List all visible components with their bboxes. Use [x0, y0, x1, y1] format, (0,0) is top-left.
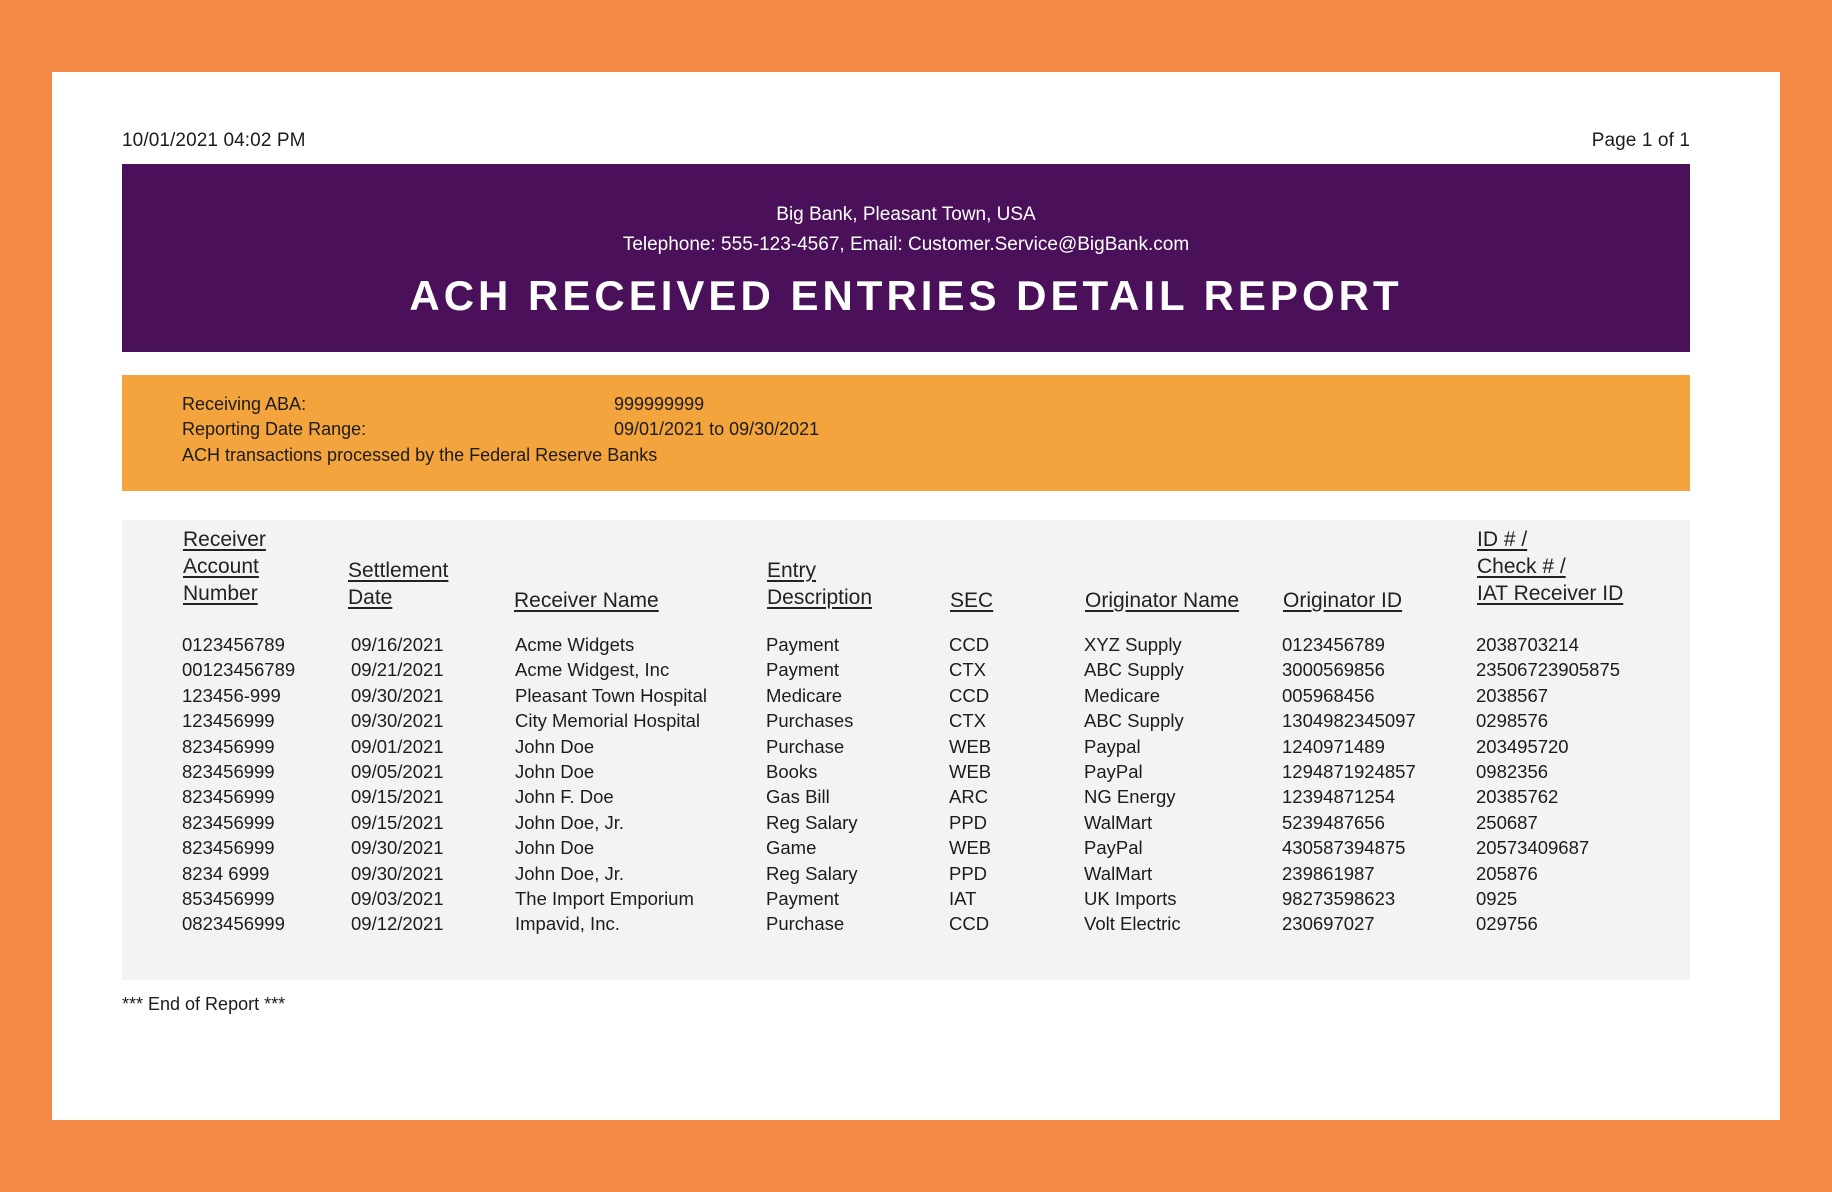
report-page: [52, 72, 1780, 1120]
cell-receiver-account: 123456-999: [182, 684, 281, 706]
cell-receiver-name: Acme Widgets: [515, 634, 635, 655]
cell-originator-id: 005968456: [1282, 684, 1375, 706]
cell-id-check: 23506723905875: [1476, 659, 1621, 681]
cell-receiver-account: 853456999: [182, 887, 275, 909]
cell-entry-description: Gas Bill: [766, 786, 830, 808]
bank-name: Big Bank, Pleasant Town, USA: [776, 204, 1036, 225]
report-banner: [122, 164, 1690, 352]
cell-receiver-name: John Doe, Jr.: [515, 811, 625, 833]
cell-receiver-name: Pleasant Town Hospital: [515, 684, 707, 706]
cell-id-check: 0982356: [1476, 760, 1549, 782]
cell-originator-name: ABC Supply: [1084, 659, 1184, 681]
cell-receiver-name: John Doe: [515, 735, 595, 757]
end-of-report: *** End of Report ***: [122, 994, 286, 1014]
cell-receiver-name: Acme Widgest, Inc: [515, 659, 670, 681]
cell-id-check: 203495720: [1476, 735, 1569, 757]
report-title: ACH RECEIVED ENTRIES DETAIL REPORT: [409, 272, 1403, 319]
cell-sec: WEB: [949, 760, 992, 782]
aba-label: Receiving ABA:: [182, 394, 307, 414]
cell-entry-description: Payment: [766, 659, 840, 681]
cell-receiver-account: 0123456789: [182, 634, 285, 655]
cell-entry-description: Payment: [766, 887, 840, 909]
table-row: [122, 886, 1690, 911]
report-meta: [122, 130, 1690, 152]
table-row: [122, 708, 1690, 733]
cell-receiver-account: 823456999: [182, 735, 275, 757]
cell-id-check: 250687: [1476, 811, 1538, 833]
cell-receiver-account: 823456999: [182, 760, 275, 782]
cell-receiver-account: 0823456999: [182, 913, 285, 935]
cell-sec: WEB: [949, 735, 992, 757]
cell-settlement-date: 09/30/2021: [351, 710, 444, 732]
cell-sec: IAT: [949, 887, 977, 909]
report-timestamp: 10/01/2021 04:02 PM: [122, 130, 306, 151]
cell-originator-name: XYZ Supply: [1084, 634, 1182, 655]
cell-entry-description: Reg Salary: [766, 811, 858, 833]
date-range-row: [182, 419, 819, 440]
page-indicator: Page 1 of 1: [1591, 130, 1690, 151]
cell-sec: PPD: [949, 862, 988, 884]
cell-entry-description: Purchases: [766, 710, 854, 732]
cell-originator-name: ABC Supply: [1084, 710, 1184, 732]
cell-sec: PPD: [949, 811, 988, 833]
cell-originator-name: WalMart: [1084, 811, 1153, 833]
cell-entry-description: Purchase: [766, 735, 845, 757]
cell-originator-id: 1294871924857: [1282, 760, 1416, 782]
date-range-label: Reporting Date Range:: [182, 419, 367, 439]
cell-originator-name: Medicare: [1084, 684, 1161, 706]
table-row: [122, 734, 1690, 759]
table-row: [122, 861, 1690, 886]
cell-entry-description: Game: [766, 837, 817, 859]
cell-sec: CCD: [949, 634, 990, 655]
cell-settlement-date: 09/12/2021: [351, 913, 444, 935]
cell-id-check: 0298576: [1476, 710, 1549, 732]
report-parameters: [122, 375, 1690, 491]
cell-id-check: 205876: [1476, 862, 1538, 884]
header-originator-id: Originator ID: [1283, 589, 1403, 612]
cell-id-check: 2038703214: [1476, 634, 1579, 655]
cell-settlement-date: 09/30/2021: [351, 684, 444, 706]
cell-sec: ARC: [949, 786, 989, 808]
cell-originator-name: PayPal: [1084, 760, 1143, 782]
cell-originator-name: UK Imports: [1084, 887, 1177, 909]
cell-entry-description: Payment: [766, 634, 840, 655]
header-id-check-iat: ID # / Check # / IAT Receiver ID: [1477, 528, 1624, 605]
cell-originator-id: 0123456789: [1282, 634, 1385, 655]
header-receiver-name: Receiver Name: [514, 589, 659, 612]
table-row: [122, 759, 1690, 784]
cell-id-check: 029756: [1476, 913, 1538, 935]
cell-settlement-date: 09/15/2021: [351, 811, 444, 833]
cell-receiver-name: City Memorial Hospital: [515, 710, 701, 732]
cell-originator-name: NG Energy: [1084, 786, 1176, 808]
cell-sec: CTX: [949, 710, 986, 732]
date-range-value: 09/01/2021 to 09/30/2021: [614, 419, 820, 439]
cell-settlement-date: 09/30/2021: [351, 862, 444, 884]
table-row: [122, 784, 1690, 809]
cell-receiver-name: John Doe: [515, 837, 595, 859]
table-row: [122, 632, 1690, 657]
cell-receiver-account: 123456999: [182, 710, 275, 732]
cell-originator-id: 430587394875: [1282, 837, 1406, 859]
cell-entry-description: Medicare: [766, 684, 843, 706]
table-row: [122, 683, 1690, 708]
cell-receiver-name: John Doe, Jr.: [515, 862, 625, 884]
header-sec: SEC: [950, 589, 994, 612]
aba-row: [182, 394, 704, 415]
cell-receiver-account: 8234 6999: [182, 862, 270, 884]
cell-receiver-name: John F. Doe: [515, 786, 614, 808]
cell-receiver-name: John Doe: [515, 760, 595, 782]
table-row: [122, 911, 1690, 936]
cell-id-check: 2038567: [1476, 684, 1549, 706]
table-row: [122, 657, 1690, 682]
report-note: ACH transactions processed by the Federal Reserve Banks: [182, 445, 658, 465]
cell-originator-id: 230697027: [1282, 913, 1375, 935]
cell-settlement-date: 09/21/2021: [351, 659, 444, 681]
cell-originator-name: WalMart: [1084, 862, 1153, 884]
cell-sec: CTX: [949, 659, 986, 681]
cell-originator-name: Volt Electric: [1084, 913, 1181, 935]
cell-originator-id: 12394871254: [1282, 786, 1396, 808]
header-originator-name: Originator Name: [1085, 589, 1240, 612]
cell-receiver-account: 823456999: [182, 837, 275, 859]
table-row: [122, 835, 1690, 860]
cell-receiver-account: 823456999: [182, 811, 275, 833]
cell-id-check: 0925: [1476, 887, 1518, 909]
cell-originator-id: 1304982345097: [1282, 710, 1416, 732]
cell-entry-description: Reg Salary: [766, 862, 858, 884]
cell-originator-name: PayPal: [1084, 837, 1143, 859]
cell-settlement-date: 09/30/2021: [351, 837, 444, 859]
table-row: [122, 810, 1690, 835]
cell-receiver-name: The Import Emporium: [515, 887, 694, 909]
cell-receiver-account: 823456999: [182, 786, 275, 808]
cell-entry-description: Books: [766, 760, 818, 782]
header-settlement-date: Settlement Date: [348, 559, 449, 609]
header-receiver-account-number: Receiver Account Number: [183, 528, 266, 605]
cell-settlement-date: 09/05/2021: [351, 760, 444, 782]
cell-settlement-date: 09/01/2021: [351, 735, 444, 757]
cell-originator-id: 239861987: [1282, 862, 1375, 884]
cell-settlement-date: 09/03/2021: [351, 887, 444, 909]
cell-id-check: 20573409687: [1476, 837, 1590, 859]
header-entry-description: Entry Description: [767, 559, 873, 609]
cell-sec: WEB: [949, 837, 992, 859]
cell-receiver-account: 00123456789: [182, 659, 296, 681]
aba-value: 999999999: [614, 394, 705, 414]
cell-settlement-date: 09/16/2021: [351, 634, 444, 655]
bank-contact: Telephone: 555-123-4567, Email: Customer.Service@BigBank.com: [622, 234, 1190, 255]
cell-sec: CCD: [949, 684, 990, 706]
cell-originator-id: 3000569856: [1282, 659, 1385, 681]
cell-originator-id: 1240971489: [1282, 735, 1385, 757]
cell-originator-id: 5239487656: [1282, 811, 1385, 833]
table-body: [122, 632, 1690, 937]
cell-originator-name: Paypal: [1084, 735, 1141, 757]
cell-entry-description: Purchase: [766, 913, 845, 935]
cell-receiver-name: Impavid, Inc.: [515, 913, 620, 935]
cell-id-check: 20385762: [1476, 786, 1559, 808]
cell-sec: CCD: [949, 913, 990, 935]
cell-originator-id: 98273598623: [1282, 887, 1396, 909]
cell-settlement-date: 09/15/2021: [351, 786, 444, 808]
entries-table: [122, 520, 1690, 980]
